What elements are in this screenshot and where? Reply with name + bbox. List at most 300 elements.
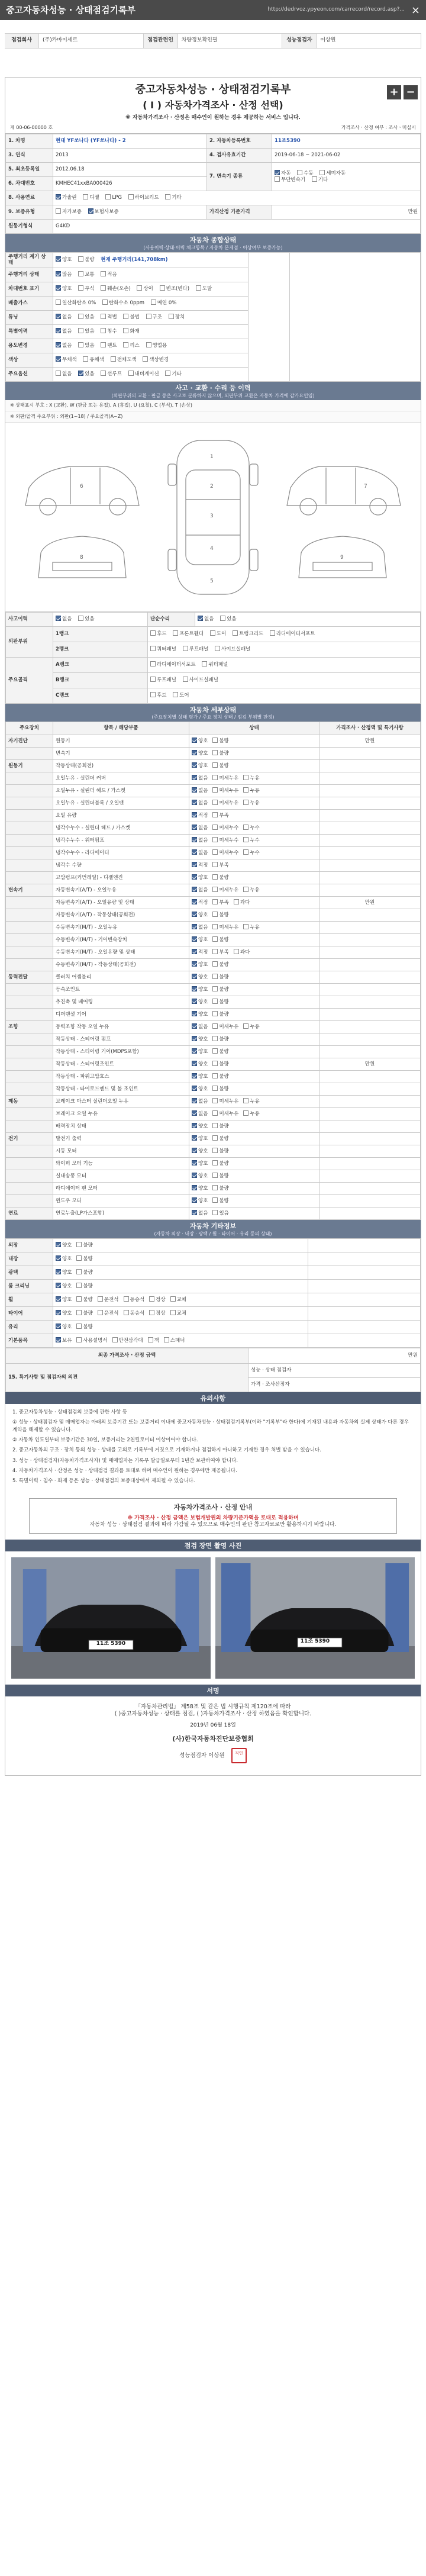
detail-state-option: 누수	[250, 850, 260, 856]
etc-label: 타이어	[6, 1307, 53, 1321]
outer-rank1: 1랭크	[53, 626, 148, 642]
svg-text:7: 7	[364, 483, 367, 490]
detail-state-option: 양호	[198, 1012, 208, 1018]
callout-body-2: 자동차 성능 · 상태점검 결과에 따라 가감될 수 있으므로 매수인의 판단 참고자료로만 활용하시기 바랍니다.	[89, 1522, 337, 1528]
etc-option: 양호	[62, 1324, 72, 1331]
checkbox-icon	[243, 1098, 248, 1103]
checkbox-icon	[212, 936, 218, 942]
note-item: 2. 중고자동차의 구조 · 장치 등의 성능 · 상태를 고의로 기록부에 거짓으로 기재하거나 점검하지 아니하고 기재한 경우 처벌 받을 수 있습니다.	[12, 1447, 321, 1454]
vin-value: KMHEC41xxBA000426	[53, 176, 207, 191]
detail-state	[189, 1058, 320, 1071]
detail-state-option: 양호	[198, 1136, 208, 1142]
detail-item: 냉각수누수 - 라디에이터	[53, 847, 189, 859]
detail-main	[6, 946, 53, 959]
detail-main	[6, 1120, 53, 1133]
detail-item: 오일누유 - 실린더 헤드 / 가스켓	[53, 785, 189, 797]
document-number: 제 00-06-00000 호	[10, 124, 53, 130]
vin-label: 6. 차대번호	[6, 176, 53, 191]
detail-state-option: 불량	[219, 1061, 229, 1068]
detail-state-option: 불량	[219, 962, 229, 968]
detail-item: 등속조인트	[53, 984, 189, 996]
close-icon[interactable]: ×	[411, 4, 420, 17]
etc-row	[6, 1334, 421, 1348]
detail-price	[320, 1108, 421, 1120]
basic-info-table	[5, 134, 421, 234]
etc-option: 운전석	[104, 1310, 119, 1317]
tuning-label: 튜닝	[6, 310, 53, 324]
model-label: 1. 차명	[6, 134, 53, 148]
emission-unit-0: 0%	[88, 300, 96, 307]
detail-item: 와이퍼 모터 기능	[53, 1158, 189, 1170]
detail-price	[320, 847, 421, 859]
detail-row	[6, 1058, 421, 1071]
emission-cell	[53, 296, 248, 310]
checkbox-icon	[170, 1310, 176, 1315]
outer2-opt-6: 루프패널	[189, 646, 209, 653]
detail-row	[6, 996, 421, 1009]
checkbox-icon	[192, 999, 197, 1004]
svg-text:4: 4	[210, 545, 214, 552]
detail-state	[189, 1021, 320, 1033]
checkbox-icon	[212, 1036, 218, 1041]
etc-option: 교체	[176, 1297, 187, 1303]
detail-state-option: 불량	[219, 1123, 229, 1130]
use-opt-4: 영업용	[152, 343, 167, 349]
accident-section-header	[5, 382, 421, 400]
etc-options	[53, 1293, 308, 1307]
checkbox-icon	[212, 999, 218, 1004]
trans-opt-4: 기타	[318, 177, 328, 183]
detail-main	[6, 922, 53, 934]
emission-opt-0: 일산화탄소	[62, 300, 87, 307]
vin-state-cell	[53, 282, 248, 296]
detail-item: 자동변속기(A/T) - 오일유량 및 상태	[53, 897, 189, 909]
detail-state	[189, 1108, 320, 1120]
detail-state-option: 불량	[219, 1161, 229, 1167]
checkbox-icon	[192, 912, 197, 917]
car-photo-rear-image	[215, 1557, 415, 1679]
detail-price	[320, 934, 421, 946]
svg-text:8: 8	[80, 554, 83, 561]
checkbox-icon	[192, 874, 197, 880]
detail-main	[6, 772, 53, 785]
detail-item: 냉각수누수 - 워터펌프	[53, 835, 189, 847]
etc-options	[53, 1307, 308, 1321]
detail-state-option: 양호	[198, 1061, 208, 1068]
checkbox-icon	[212, 924, 218, 929]
detail-state-option: 불량	[219, 987, 229, 993]
detail-col-state: 상태	[189, 722, 320, 735]
checkbox-icon	[149, 1296, 154, 1302]
detail-main	[6, 897, 53, 909]
detail-row	[6, 1083, 421, 1096]
detail-row	[6, 785, 421, 797]
detail-price	[320, 1195, 421, 1208]
checkbox-icon	[192, 825, 197, 830]
checkbox-icon	[212, 1011, 218, 1016]
outer-opt-0: 후드	[157, 631, 167, 637]
accident-cell	[53, 612, 148, 626]
checkbox-icon	[243, 1023, 248, 1029]
checkbox-icon	[212, 974, 218, 979]
detail-main	[6, 797, 53, 810]
checkbox-icon	[212, 1160, 218, 1165]
dealer-value: (주)카마이세르	[39, 34, 144, 48]
detail-main	[6, 984, 53, 996]
checkbox-icon	[192, 1086, 197, 1091]
checkbox-icon	[212, 912, 218, 917]
checkbox-icon	[212, 1173, 218, 1178]
outer2-opt-5: 쿼터패널	[157, 646, 176, 653]
checkbox-icon	[124, 1310, 129, 1315]
detail-state-option: 불량	[219, 974, 229, 981]
checkbox-icon	[76, 1255, 82, 1261]
detail-state	[189, 884, 320, 897]
detail-item: 브레이크 마스터 실린더오일 누유	[53, 1096, 189, 1108]
checkbox-icon	[212, 787, 218, 793]
detail-state-option: 불량	[219, 937, 229, 944]
notes-body	[5, 1404, 421, 1492]
note-item: 3. 성능 · 상태점검자(자동차가격조사자) 및 매매업자는 기록부 발급일로부터 1년간 보관하여야 합니다.	[12, 1457, 238, 1464]
note-item: 4. 자동차가격조사 · 산정은 성능 · 상태점검 결과를 토대로 하며 매수인이 원하는 경우에만 제공됩니다.	[12, 1467, 237, 1474]
detail-price	[320, 946, 421, 959]
inspection-document	[5, 77, 421, 1776]
detail-row	[6, 1195, 421, 1208]
etc-option: 잭	[154, 1338, 159, 1344]
color-cell	[53, 353, 248, 367]
detail-item: 수동변속기(M/T) - 기어변속장치	[53, 934, 189, 946]
document-number-row	[5, 125, 421, 134]
checkbox-icon	[243, 775, 248, 780]
checkbox-icon	[212, 750, 218, 755]
detail-state	[189, 760, 320, 772]
tuning-opt-5: 장치	[175, 314, 185, 321]
detail-state-option: 적정	[198, 949, 208, 956]
sign-block	[5, 1696, 421, 1775]
accident-sub: (외판부위의 교환 · 판금 등은 사고로 분류하지 않으며, 외판부위 교환은 자동차 가격에 감가요인임)	[111, 392, 315, 398]
etc-total-table	[5, 1348, 421, 1392]
special-opt-1: 있음	[85, 329, 95, 335]
detail-main	[6, 1170, 53, 1183]
checkbox-icon	[56, 1337, 61, 1342]
svg-text:3: 3	[210, 513, 214, 519]
detail-main	[6, 835, 53, 847]
vin-state-opt-3: 상이	[143, 286, 153, 292]
option-opt-1: 있음	[85, 371, 95, 378]
detail-state	[189, 984, 320, 996]
car-photo-front-image	[11, 1557, 211, 1679]
checkbox-icon	[192, 1135, 197, 1141]
status-sub: (사용이력·상태·이력 체크항목 / 자동차 문제점 · 이상여부 보증가능)	[143, 244, 283, 250]
detail-item: 연료누출(LP가스포함)	[53, 1208, 189, 1220]
detail-row	[6, 1033, 421, 1046]
first-reg-label: 5. 최초등록일	[6, 162, 53, 176]
checkbox-icon	[212, 1123, 218, 1128]
note-item: 5. 특별이력 · 침수 · 화재 등은 성능 · 상태점검의 보증대상에서 제외될 수 있습니다.	[12, 1477, 195, 1484]
detail-state	[189, 1120, 320, 1133]
trans-opt-1: 수동	[304, 170, 314, 176]
detail-item: 발전기 출력	[53, 1133, 189, 1145]
window-url: http://dedrvoz.ypyeon.com/carrecord/record.asp?...	[267, 7, 405, 13]
detail-row	[6, 1133, 421, 1145]
warranty-opt-0: 자가보증	[62, 209, 82, 215]
detail-row	[6, 1009, 421, 1021]
detail-state-option: 없음	[198, 788, 208, 794]
detail-item: 변속기	[53, 748, 189, 760]
checkbox-icon	[192, 849, 197, 855]
detail-item: 수동변속기(M/T) - 오일누유	[53, 922, 189, 934]
detail-state-option: 미세누유	[219, 788, 239, 794]
checkbox-icon	[243, 1110, 248, 1116]
zoom-in-button[interactable]: +	[387, 85, 401, 99]
detail-price	[320, 1021, 421, 1033]
checkbox-icon	[212, 1148, 218, 1153]
detail-state	[189, 1170, 320, 1183]
accident-legend: ※ 상태표시 부호 : X (교환), W (판금 또는 용접), A (흠집), U (요철), C (부식), T (손상)	[5, 400, 421, 411]
etc-option: 불량	[83, 1310, 93, 1317]
checkbox-icon	[192, 961, 197, 967]
fuel-label: 8. 사용연료	[6, 191, 53, 205]
tuning-cell	[53, 310, 248, 324]
checkbox-icon	[76, 1283, 82, 1288]
checkbox-icon	[76, 1324, 82, 1329]
zoom-out-button[interactable]: −	[404, 85, 418, 99]
outer-rank1-cell	[148, 626, 421, 642]
warranty-label: 9. 보증유형	[6, 205, 53, 219]
detail-row	[6, 1145, 421, 1158]
detail-main	[6, 810, 53, 822]
detail-row	[6, 859, 421, 872]
repair-opt-1: 있음	[227, 616, 237, 623]
emission-opt-2: 매연	[157, 300, 167, 307]
detail-sub: (주요장치별 상태 평가 / 주요 장치 상태 / 점검 부위별 판정)	[151, 714, 275, 720]
etc-row	[6, 1280, 421, 1293]
etc-price	[308, 1307, 421, 1321]
checkbox-icon	[164, 1337, 169, 1342]
etc-section-header	[5, 1220, 421, 1238]
detail-price	[320, 785, 421, 797]
fuel-opt-1: 디젤	[89, 195, 99, 201]
etc-label: 유리	[6, 1321, 53, 1334]
detail-item: 고압펌프(커먼레일) - 디젤엔진	[53, 872, 189, 884]
checkbox-icon	[192, 1123, 197, 1128]
zoom-controls	[387, 85, 418, 99]
detail-state	[189, 1133, 320, 1145]
svg-text:1: 1	[210, 453, 214, 460]
option-cell	[53, 367, 248, 381]
tuning-opt-1: 있음	[85, 314, 95, 321]
repair-opt-0: 없음	[204, 616, 214, 623]
detail-state-option: 불량	[219, 1186, 229, 1192]
etc-option: 보유	[62, 1338, 72, 1344]
emission-label: 배출가스	[6, 296, 53, 310]
svg-text:5: 5	[210, 578, 214, 584]
status-section-header	[5, 234, 421, 252]
color-opt-3: 색상변경	[149, 357, 169, 363]
trans-opt-2: 세미자동	[326, 170, 346, 176]
etc-option: 운전석	[104, 1297, 119, 1303]
etc-option: 양호	[62, 1256, 72, 1263]
checkbox-icon	[56, 1269, 61, 1274]
detail-main: 제동	[6, 1096, 53, 1108]
color-opt-1: 유채색	[89, 357, 104, 363]
checkbox-icon	[212, 1098, 218, 1103]
detail-state-option: 불량	[219, 912, 229, 919]
frame-rank-a-cell	[148, 657, 421, 672]
odometer-opt-2: 적음	[107, 272, 117, 278]
detail-state-option: 불량	[219, 1136, 229, 1142]
detail-state-option: 미세누수	[219, 850, 239, 856]
detail-row	[6, 1120, 421, 1133]
detail-item: 작동상태 - 스티어링 펌프	[53, 1033, 189, 1046]
checkbox-icon	[56, 1283, 61, 1288]
checkbox-icon	[212, 1048, 218, 1054]
etc-row	[6, 1307, 421, 1321]
trans-options	[272, 162, 421, 191]
fuel-options	[53, 191, 421, 205]
detail-row	[6, 984, 421, 996]
detail-main	[6, 1083, 53, 1096]
detail-price	[320, 760, 421, 772]
detail-state-option: 누유	[250, 1111, 260, 1118]
detail-price	[320, 996, 421, 1009]
detail-main	[6, 872, 53, 884]
vin-state-opt-0: 양호	[62, 286, 72, 292]
detail-price	[320, 971, 421, 984]
emission-unit-1: 0ppm	[130, 300, 145, 307]
checkbox-icon	[212, 862, 218, 867]
detail-state-option: 부족	[219, 862, 229, 869]
checkbox-icon	[192, 1073, 197, 1078]
detail-row	[6, 946, 421, 959]
detail-main: 원동기	[6, 760, 53, 772]
tuning-opt-0: 없음	[62, 314, 72, 321]
detail-state	[189, 1033, 320, 1046]
etc-price	[308, 1321, 421, 1334]
etc-option: 교체	[176, 1310, 187, 1317]
checkbox-icon	[212, 1073, 218, 1078]
detail-price	[320, 984, 421, 996]
detail-main	[6, 996, 53, 1009]
car-side-left-icon	[25, 466, 139, 515]
reg-label: 2. 자동차등록번호	[207, 134, 272, 148]
etc-option: 양호	[62, 1297, 72, 1303]
checkbox-icon	[192, 986, 197, 991]
detail-item: 브레이크 오일 누유	[53, 1108, 189, 1120]
etc-table	[5, 1238, 421, 1348]
detail-state-option: 누유	[250, 788, 260, 794]
etc-option: 불량	[83, 1324, 93, 1331]
detail-state-option: 양호	[198, 1049, 208, 1055]
detail-state-option: 양호	[198, 1036, 208, 1043]
detail-main	[6, 859, 53, 872]
detail-main	[6, 959, 53, 971]
special-opt-3: 화재	[130, 329, 140, 335]
checkbox-icon	[243, 800, 248, 805]
car-photo-front	[11, 1557, 211, 1679]
etc-price	[308, 1252, 421, 1266]
use-opt-3: 리스	[130, 343, 140, 349]
checkbox-icon	[192, 1173, 197, 1178]
trans-opt-3: 무단변속기	[281, 177, 306, 183]
frame-rank-c-cell	[148, 688, 421, 703]
mileage-cell	[53, 252, 248, 268]
detail-main: 변속기	[6, 884, 53, 897]
inspect-label: 4. 검사유효기간	[207, 148, 272, 162]
detail-main	[6, 1046, 53, 1058]
detail-state	[189, 1195, 320, 1208]
vin-state-opt-1: 부식	[85, 286, 95, 292]
status-notes-col	[290, 252, 421, 381]
detail-state	[189, 1158, 320, 1170]
detail-state-option: 양호	[198, 999, 208, 1006]
detail-price: 만원	[320, 897, 421, 909]
detail-item: 디퍼렌셜 기어	[53, 1009, 189, 1021]
detail-section-header	[5, 704, 421, 722]
checkbox-icon	[56, 1242, 61, 1247]
checkbox-icon	[212, 949, 218, 954]
detail-state	[189, 810, 320, 822]
detail-state-option: 부족	[219, 900, 229, 906]
detail-state	[189, 822, 320, 835]
detail-col-price: 가격조사 · 산정액 및 특기사항	[320, 722, 421, 735]
svg-text:9: 9	[340, 554, 344, 561]
etc-option: 양호	[62, 1270, 72, 1276]
detail-price: 만원	[320, 1058, 421, 1071]
detail-state	[189, 797, 320, 810]
detail-state-option: 없음	[198, 1210, 208, 1217]
detail-row	[6, 772, 421, 785]
checkbox-icon	[192, 862, 197, 867]
checkbox-icon	[98, 1310, 103, 1315]
status-head: 자동차 종합상태	[189, 236, 237, 244]
checkbox-icon	[192, 1148, 197, 1153]
detail-state	[189, 1071, 320, 1083]
status-price-col	[248, 252, 290, 381]
detail-price	[320, 835, 421, 847]
opinion-sub2: 가격 · 조사산정자	[248, 1378, 421, 1392]
accident-legend-2: ※ 외판/골격 주요부위 : 외판(1~18) / 주요골격(A~Z)	[5, 411, 421, 423]
detail-price	[320, 884, 421, 897]
checkbox-icon	[192, 949, 197, 954]
checkbox-icon	[212, 825, 218, 830]
detail-main	[6, 1158, 53, 1170]
detail-state-option: 양호	[198, 912, 208, 919]
accident-opt-1: 있음	[85, 616, 95, 623]
detail-state-option: 양호	[198, 1074, 208, 1080]
detail-head: 자동차 세부상태	[189, 706, 237, 714]
detail-state-option: 불량	[219, 1198, 229, 1205]
detail-main	[6, 822, 53, 835]
etc-price	[308, 1293, 421, 1307]
detail-state-option: 미세누유	[219, 887, 239, 894]
plate-text-1: 11조 5390	[96, 1640, 126, 1647]
etc-option: 양호	[62, 1283, 72, 1290]
detail-main	[6, 1058, 53, 1071]
detail-state	[189, 835, 320, 847]
etc-row	[6, 1266, 421, 1280]
photos-section-header	[5, 1540, 421, 1551]
checkbox-icon	[243, 924, 248, 929]
detail-item: 오일 유량	[53, 810, 189, 822]
detail-state	[189, 1009, 320, 1021]
detail-item: 냉각수누수 - 실린더 헤드 / 가스켓	[53, 822, 189, 835]
detail-price	[320, 1158, 421, 1170]
detail-state	[189, 934, 320, 946]
detail-item: 작동상태 - 스티어링 기어(MDPS포함)	[53, 1046, 189, 1058]
detail-state-option: 미세누유	[219, 1111, 239, 1118]
detail-state	[189, 1046, 320, 1058]
